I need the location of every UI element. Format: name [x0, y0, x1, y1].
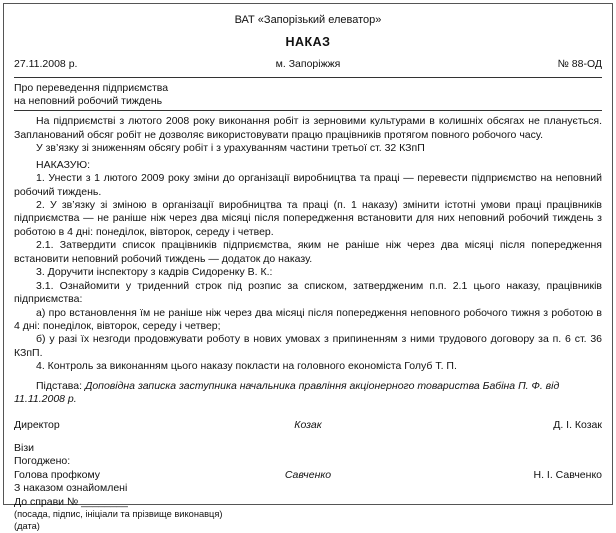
company-name: ВАТ «Запорізький елеватор» — [14, 13, 602, 27]
document-number: № 88-ОД — [406, 58, 602, 71]
signature-name: Д. І. Козак — [406, 419, 602, 432]
order-item-2-1: 2.1. Затвердити список працівників підприємства, яким не раніше ніж через два місяці після попередження встановити неповний робочий тиждень — додаток до наказу. — [14, 239, 602, 266]
divider-subject — [14, 110, 602, 111]
footnote-date: (дата) — [14, 521, 602, 533]
acquainted-line: З наказом ознайомлені — [14, 482, 602, 495]
document-date: 27.11.2008 р. — [14, 58, 210, 71]
order-item-4: 4. Контроль за виконанням цього наказу покласти на головного економіста Голуб Т. П. — [14, 360, 602, 373]
signature-autograph: Савченко — [210, 469, 406, 482]
agreed-label: Погоджено: — [14, 455, 602, 468]
order-item-3-1: 3.1. Ознайомити у триденний строк під розпис за списком, затвердженим п.п. 2.1 цього наказу, працівників підприємства: — [14, 280, 602, 307]
order-word: НАКАЗУЮ: — [14, 159, 602, 172]
signature-row-director — [14, 419, 602, 432]
basis-line — [14, 380, 602, 407]
subject-line-2: на неповний робочий тиждень — [14, 95, 602, 108]
signature-name: Н. І. Савченко — [406, 469, 602, 482]
paragraph-intro-1: На підприємстві з лютого 2008 року виконання робіт із зерновими культурами в колишніх обсягах не планується. Запланований обсяг робіт не дозволяє використовувати працю працівників протягом повного робочого часу. — [14, 115, 602, 142]
document-title: НАКАЗ — [14, 34, 602, 50]
subject-line-1: Про переведення підприємства — [14, 82, 602, 95]
visas-label: Візи — [14, 442, 602, 455]
signature-autograph: Козак — [210, 419, 406, 432]
signature-role: Голова профкому — [14, 469, 210, 482]
document-city: м. Запоріжжя — [210, 58, 406, 71]
signature-row-union-head — [14, 469, 602, 482]
document-meta-row — [14, 58, 602, 71]
order-document — [3, 3, 613, 505]
signature-role: Директор — [14, 419, 210, 432]
basis-label: Підстава: — [36, 380, 82, 392]
order-item-2: 2. У зв’язку зі зміною в організації виробництва та праці (п. 1 наказу) змінити істотні умови праці працівників підприємства — не раніше ніж через два місяці після попередження встановити для них неповний робочий тиждень з роботою в 4 дні: понеділок, вівторок, середу і четвер. — [14, 199, 602, 239]
visas-block — [14, 442, 602, 533]
divider-top — [14, 77, 602, 78]
basis-text: Доповідна записка заступника начальника правління акціонерного товариства Бабіна П. Ф. від 11.11.2008 р. — [14, 380, 559, 405]
subject-block — [14, 82, 602, 109]
order-item-1: 1. Унести з 1 лютого 2009 року зміни до організації виробництва та праці — перевести підприємство на неповний робочий тиждень. — [14, 172, 602, 199]
order-item-b: б) у разі їх незгоди продовжувати роботу в нових умовах з припиненням з ними трудового договору за п. 6 ст. 36 КЗпП. — [14, 333, 602, 360]
to-file-line: До справи № ________ — [14, 496, 602, 509]
order-item-a: а) про встановлення їм не раніше ніж через два місяці після попередження неповного робочого тижня з роботою в 4 дні: понеділок, вівторок, середу і четвер; — [14, 307, 602, 334]
paragraph-intro-2: У зв’язку зі зниженням обсягу робіт і з урахуванням частини третьої ст. 32 КЗпП — [14, 142, 602, 155]
order-item-3: 3. Доручити інспектору з кадрів Сидоренку В. К.: — [14, 266, 602, 279]
document-body — [14, 115, 602, 406]
footnote-executor: (посада, підпис, ініціали та прізвище виконавця) — [14, 509, 602, 521]
